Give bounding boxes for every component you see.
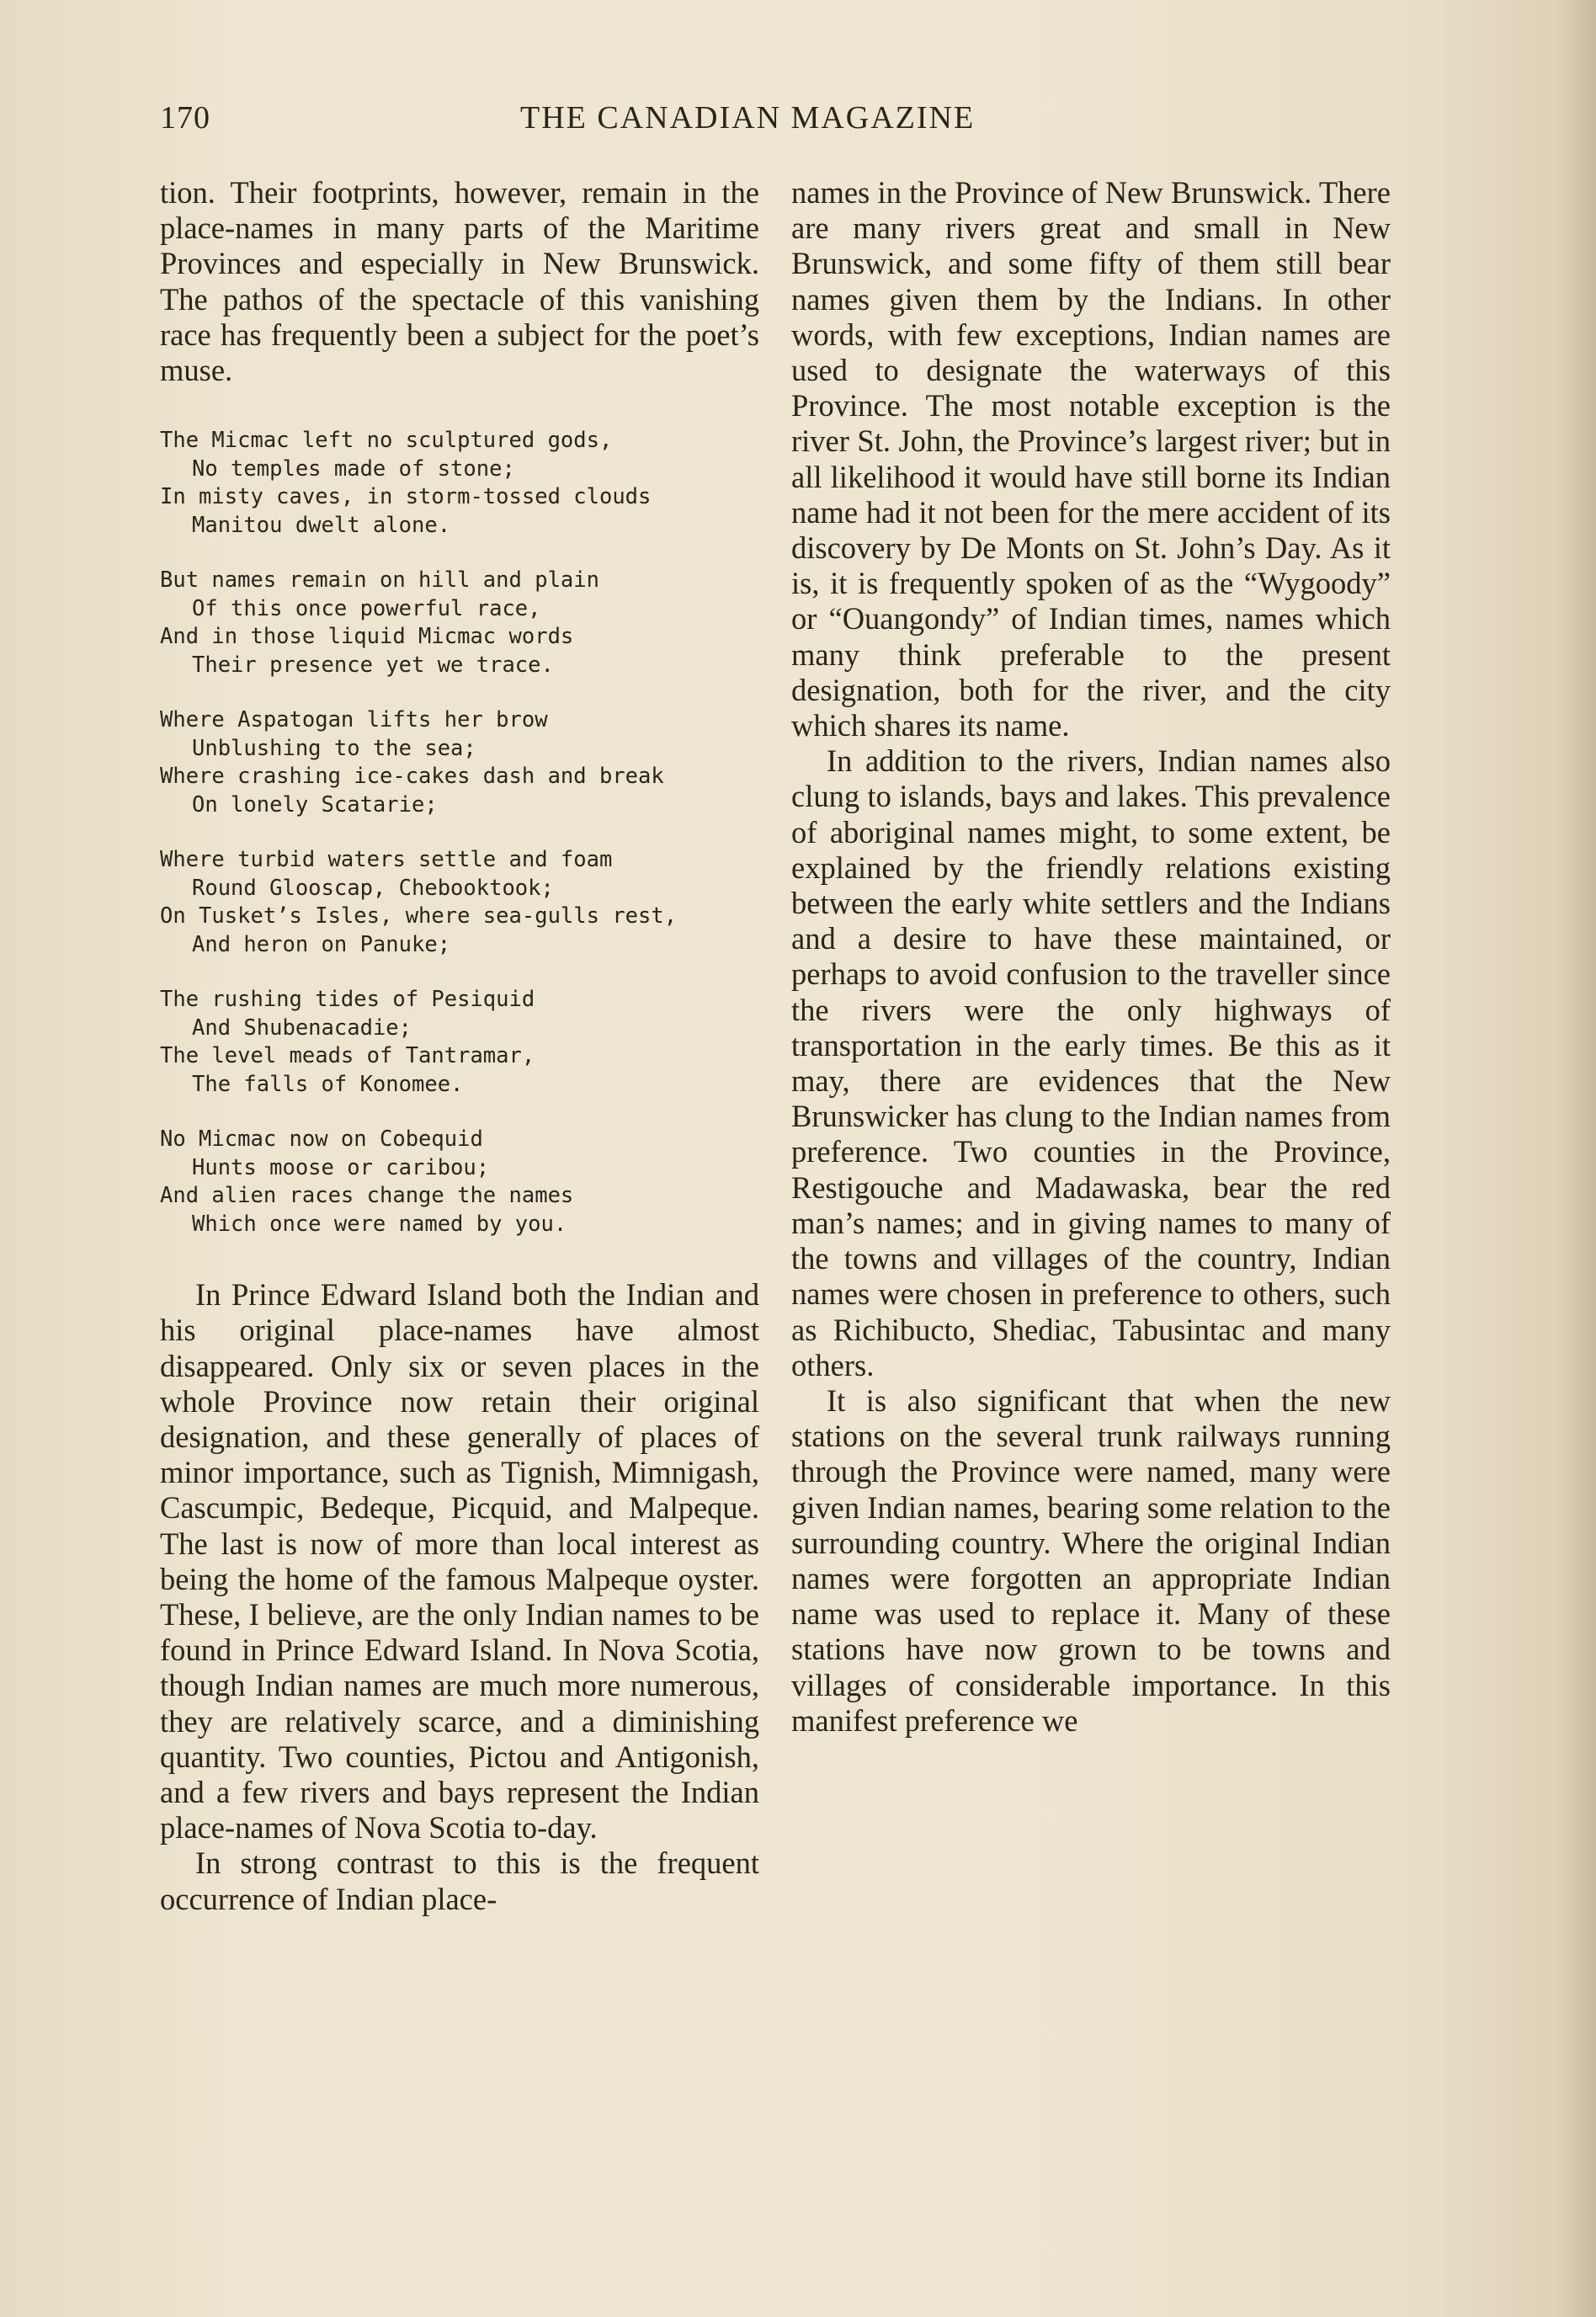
- page-gutter-shadow: [1562, 0, 1596, 2317]
- poem-line: No temples made of stone;: [192, 455, 515, 482]
- left-paragraph-1: tion. Their footprints, however, remain in the place-names in many parts of the Maritime Provinces and especially in New Brunswick. The pathos of the spectacle of this vanishing race has frequently been a subject for the poet’s muse.: [160, 175, 759, 388]
- right-column: [791, 175, 1391, 1739]
- poem-line: And Shubenacadie;: [192, 1015, 412, 1041]
- page-header: [160, 99, 1389, 150]
- poem-line: And alien races change the names: [160, 1183, 574, 1209]
- left-paragraph-3: In strong contrast to this is the frequent occurrence of Indian place-: [160, 1846, 759, 1916]
- poem-line: No Micmac now on Cobequid: [160, 1127, 483, 1153]
- page-number: 170: [160, 100, 210, 136]
- poem-line: The Micmac left no sculptured gods,: [160, 428, 613, 454]
- poem-stanza: [160, 1126, 759, 1238]
- poem-line: The rushing tides of Pesiquid: [160, 987, 535, 1013]
- poem-stanza: [160, 706, 759, 819]
- poem-stanza: [160, 427, 759, 540]
- left-paragraph-2: In Prince Edward Island both the Indian and his original place-names have almost disappeared. Only six or seven places in the whole Province now retain their original designation, and these generally of places of minor importance, such as Tignish, Mimnigash, Cascumpic, Bedeque, Picquid, and Malpeque. The last is now of more than local interest as being the home of the famous Malpeque oyster. These, I believe, are the only Indian names to be found in Prince Edward Island. In Nova Scotia, though Indian names are much more numerous, they are relatively scarce, and a diminishing quantity. Two counties, Pictou and Antigonish, and a few rivers and bays represent the Indian place-names of Nova Scotia to-day.: [160, 1277, 759, 1846]
- poem-line: Hunts moose or caribou;: [192, 1154, 490, 1180]
- poem-line: In misty caves, in storm-tossed clouds: [160, 484, 652, 510]
- poem-line: Round Glooscap, Chebooktook;: [192, 875, 554, 901]
- poem-stanza: [160, 846, 759, 959]
- right-paragraph-1: names in the Province of New Brunswick. There are many rivers great and small in New Brunswick, and some fifty of them still bear names given them by the Indians. In other words, with few exceptions, Indian names are used to designate the waterways of this Province. The most notable exception is the river St. John, the Province’s largest river; but in all likelihood it would have still borne its Indian name had it not been for the mere accident of its discovery by De Monts on St. John’s Day. As it is, it is frequently spoken of as the “Wygoody” or “Ouangondy” of Indian times, names which many think preferable to the present designation, both for the river, and the city which shares its name.: [791, 175, 1391, 743]
- poem: [160, 427, 759, 1238]
- poem-line: On Tusket’s Isles, where sea-gulls rest,: [160, 903, 678, 929]
- poem-line: On lonely Scatarie;: [192, 791, 438, 818]
- poem-line: The falls of Konomee.: [192, 1071, 464, 1097]
- poem-stanza: [160, 986, 759, 1099]
- right-paragraph-2: In addition to the rivers, Indian names also clung to islands, bays and lakes. This prevalence of aboriginal names might, to some extent, be explained by the friendly relations existing between the early white settlers and the Indians and a desire to have these maintained, or perhaps to avoid confusion to the traveller since the rivers were the only highways of transportation in the early times. Be this as it may, there are evidences that the New Brunswicker has clung to the Indian names from preference. Two counties in the Province, Restigouche and Madawaska, bear the red man’s names; and in giving names to many of the towns and villages of the country, Indian names were chosen in preference to others, such as Richibucto, Shediac, Tabusintac and many others.: [791, 743, 1391, 1382]
- poem-line: Where crashing ice-cakes dash and break: [160, 764, 664, 790]
- poem-line: Where Aspatogan lifts her brow: [160, 707, 548, 733]
- left-column: [160, 175, 759, 1917]
- poem-line: Which once were named by you.: [192, 1211, 567, 1237]
- running-head: THE CANADIAN MAGAZINE: [520, 100, 976, 136]
- poem-line: Manitou dwelt alone.: [192, 512, 451, 538]
- right-paragraph-3: It is also significant that when the new stations on the several trunk railways running through the Province were named, many were given Indian names, bearing some relation to the surrounding country. Where the original Indian names were forgotten an appropriate Indian name was used to replace it. Many of these stations have now grown to be towns and villages of considerable importance. In this manifest preference we: [791, 1382, 1391, 1738]
- poem-line: The level meads of Tantramar,: [160, 1043, 535, 1069]
- poem-line: But names remain on hill and plain: [160, 567, 599, 594]
- poem-line: Where turbid waters settle and foam: [160, 847, 613, 873]
- poem-line: Unblushing to the sea;: [192, 735, 476, 761]
- poem-line: Of this once powerful race,: [192, 595, 541, 621]
- poem-line: And heron on Panuke;: [192, 931, 451, 957]
- poem-line: And in those liquid Micmac words: [160, 624, 574, 650]
- poem-stanza: [160, 567, 759, 679]
- poem-line: Their presence yet we trace.: [192, 652, 554, 678]
